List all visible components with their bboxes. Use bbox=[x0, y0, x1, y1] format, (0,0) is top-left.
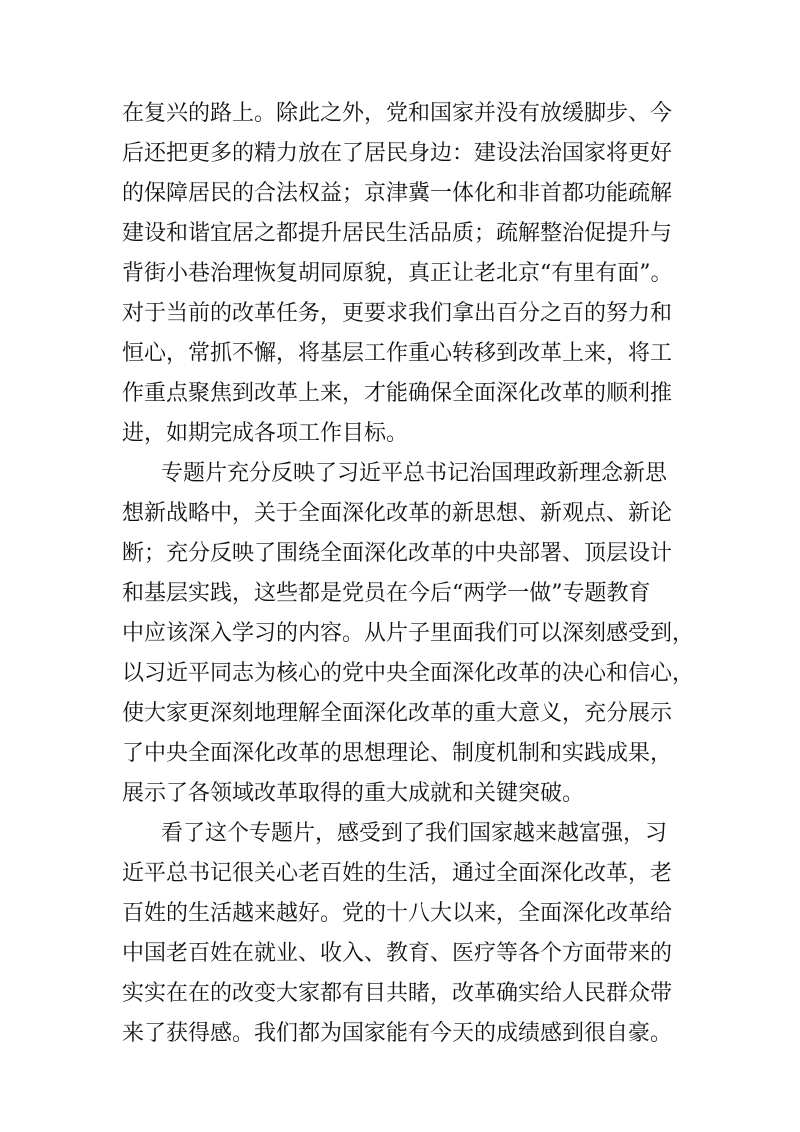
paragraph-3 bbox=[122, 814, 678, 1054]
text-line: 中应该深入学习的内容。从片子里面我们可以深刻感受到， bbox=[122, 621, 695, 646]
text-line: 来了获得感。我们都为国家能有今天的成绩感到很自豪。 bbox=[122, 1021, 673, 1046]
text-line: 建设和谐宜居之都提升居民生活品质；疏解整治促提升与 bbox=[122, 221, 673, 246]
text-line: 和基层实践，这些都是党员在今后“两学一做”专题教育 bbox=[122, 581, 651, 606]
text-line: 中国老百姓在就业、收入、教育、医疗等各个方面带来的 bbox=[122, 941, 673, 966]
text-line: 使大家更深刻地理解全面深化改革的重大意义，充分展示 bbox=[122, 701, 673, 726]
text-line: 作重点聚焦到改革上来，才能确保全面深化改革的顺利推 bbox=[122, 381, 673, 406]
text-line: 实实在在的改变大家都有目共睹，改革确实给人民群众带 bbox=[122, 981, 673, 1006]
text-line: 后还把更多的精力放在了居民身边：建设法治国家将更好 bbox=[122, 141, 673, 166]
text-line: 想新战略中，关于全面深化改革的新思想、新观点、新论 bbox=[122, 501, 673, 526]
text-line: 在复兴的路上。除此之外，党和国家并没有放缓脚步、今 bbox=[122, 101, 673, 126]
text-line: 看了这个专题片，感受到了我们国家越来越富强，习 bbox=[161, 821, 668, 846]
text-line: 断；充分反映了围绕全面深化改革的中央部署、顶层设计 bbox=[122, 541, 673, 566]
text-line: 的保障居民的合法权益；京津冀一体化和非首都功能疏解 bbox=[122, 181, 673, 206]
text-line: 恒心，常抓不懈，将基层工作重心转移到改革上来，将工 bbox=[122, 341, 673, 366]
text-line: 百姓的生活越来越好。党的十八大以来，全面深化改革给 bbox=[122, 901, 673, 926]
document-body bbox=[122, 94, 695, 1054]
text-line: 对于当前的改革任务，更要求我们拿出百分之百的努力和 bbox=[122, 301, 673, 326]
paragraph-2 bbox=[122, 454, 695, 814]
text-line: 专题片充分反映了习近平总书记治国理政新理念新思 bbox=[161, 461, 668, 486]
text-line: 近平总书记很关心老百姓的生活，通过全面深化改革，老 bbox=[122, 861, 673, 886]
text-line: 以习近平同志为核心的党中央全面深化改革的决心和信心， bbox=[122, 661, 695, 686]
paragraph-1 bbox=[122, 94, 678, 454]
text-line: 了中央全面深化改革的思想理论、制度机制和实践成果， bbox=[122, 741, 673, 766]
text-line: 背街小巷治理恢复胡同原貌，真正让老北京“有里有面”。 bbox=[122, 261, 673, 286]
text-line: 展示了各领域改革取得的重大成就和关键突破。 bbox=[122, 781, 585, 806]
text-line: 进，如期完成各项工作目标。 bbox=[122, 421, 409, 446]
